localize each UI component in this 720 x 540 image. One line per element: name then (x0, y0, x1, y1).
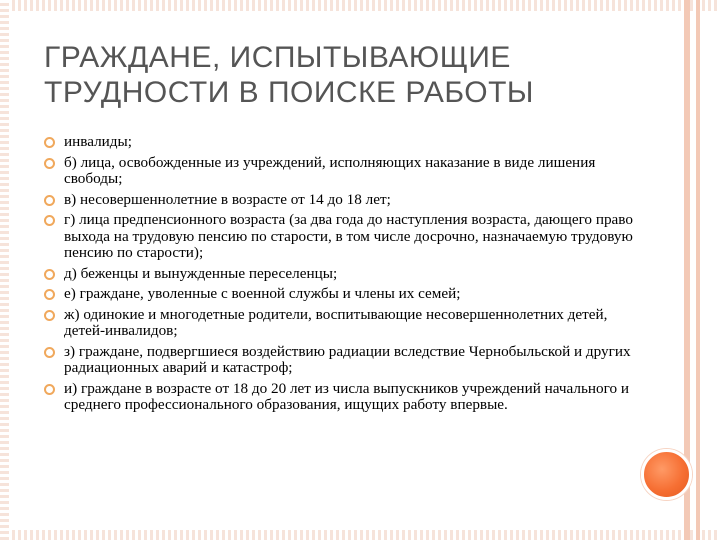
list-item-text: инвалиды; (64, 133, 132, 150)
orange-circle-decoration (641, 449, 692, 500)
list-item-text: и) граждане в возрасте от 18 до 20 лет из числа выпускников учреждений начального и среднего профессионального образования, ищущих работу впервые. (64, 379, 629, 413)
list-item (44, 344, 644, 377)
list-item-text: е) граждане, уволенные с военной службы и члены их семей; (64, 285, 461, 302)
list-item-text: з) граждане, подвергшиеся воздействию радиации вследствие Чернобыльской и других радиационных аварий и катастроф; (64, 342, 631, 376)
right-decorative-rail-outer (696, 0, 700, 540)
bullet-icon (44, 158, 55, 169)
bullet-icon (44, 137, 55, 148)
top-border-stripe (0, 0, 720, 11)
bottom-border-stripe (0, 530, 720, 540)
bullet-icon (44, 347, 55, 358)
bullet-icon (44, 289, 55, 300)
list-item (44, 212, 644, 262)
list-item (44, 381, 644, 414)
bullet-list (44, 134, 644, 418)
slide-title: ГРАЖДАНЕ, ИСПЫТЫВАЮЩИЕ ТРУДНОСТИ В ПОИСКЕ РАБОТЫ (44, 41, 534, 109)
list-item-text: д) беженцы и вынужденные переселенцы; (64, 264, 338, 282)
list-item-text: в) несовершеннолетние в возрасте от 14 до 18 лет; (64, 190, 391, 208)
bullet-icon (44, 195, 55, 206)
list-item (44, 286, 644, 303)
bullet-icon (44, 310, 55, 321)
list-item (44, 155, 644, 188)
bullet-icon (44, 384, 55, 395)
list-item-text: ж) одинокие и многодетные родители, воспитывающие несовершеннолетних детей, детей-инвалидов; (64, 305, 608, 339)
list-item (44, 307, 644, 340)
list-item-text: г) лица предпенсионного возраста (за два года до наступления возраста, дающего право выхода на трудовую пенсию по старости, в том числе досрочно, назначаемую трудовую пенсию по старости); (64, 211, 633, 261)
bullet-icon (44, 269, 55, 280)
list-item (44, 266, 644, 283)
left-border-stripe (0, 0, 9, 540)
bullet-icon (44, 215, 55, 226)
list-item-text: б) лица, освобожденные из учреждений, исполняющих наказание в виде лишения свободы; (64, 153, 596, 187)
list-item (44, 192, 644, 209)
list-item (44, 134, 644, 151)
